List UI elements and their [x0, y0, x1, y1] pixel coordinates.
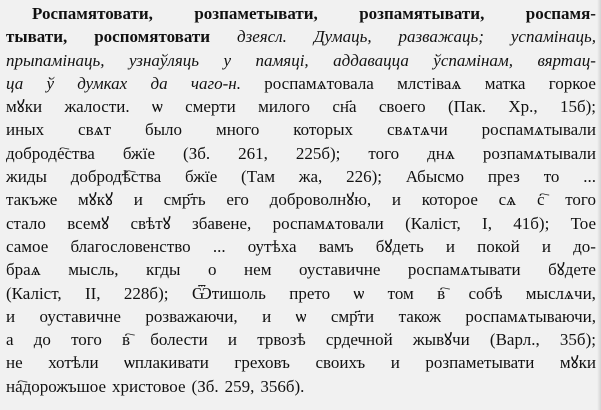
citation-token: 226);	[346, 167, 382, 187]
citation-token: мысль,	[68, 260, 119, 280]
definition-token: ў	[46, 73, 55, 93]
headword-token: роспамя-	[525, 4, 596, 23]
citation-token: добродѣ҇ства	[70, 167, 162, 187]
citation-token: и	[227, 330, 237, 350]
definition-token: ца	[6, 73, 24, 93]
citation-token: христовое	[112, 376, 186, 396]
headword-token: тывати,	[6, 27, 68, 47]
citation-token: его	[226, 190, 249, 210]
citation-token: 225б);	[295, 143, 341, 163]
entry-line	[6, 235, 596, 258]
citation-token: и	[541, 236, 551, 256]
citation-token: в҇	[437, 283, 446, 303]
citation-token: 228б);	[123, 283, 169, 303]
citation-token: ѡ	[151, 97, 163, 117]
citation-token: (Зб.	[191, 376, 219, 396]
entry-line	[6, 25, 596, 48]
citation-token: розважаючи,	[145, 306, 238, 326]
entry-line	[6, 375, 596, 398]
citation-token: свѣтꙋ	[130, 213, 171, 233]
citation-token: ѡплакивати	[124, 353, 209, 373]
citation-token: (Там	[241, 167, 275, 187]
entry-line	[6, 2, 596, 25]
citation-token: смр҃ть	[163, 190, 206, 210]
citation-token: своихъ	[315, 353, 366, 373]
citation-token: болести	[150, 330, 208, 350]
citation-token: свѧтѧчи	[386, 120, 448, 140]
definition-token: прыпамінаць,	[6, 50, 105, 70]
citation-token: того	[368, 143, 400, 163]
citation-token: ѡ	[353, 283, 365, 303]
entry-line	[6, 142, 596, 165]
citation-token: смр҃ти	[330, 306, 375, 326]
citation-token: (Варл.,	[489, 330, 540, 350]
citation-token: оутѣха	[247, 236, 297, 256]
headword-token: роспомятовати	[94, 27, 211, 47]
citation-token: І,	[482, 213, 492, 233]
citation-token: (Каліст,	[6, 283, 62, 303]
citation-token: собѣ	[468, 283, 503, 303]
citation-token: розпамѧтывали	[482, 143, 596, 163]
entry-line	[6, 258, 596, 281]
entry-line	[6, 118, 596, 141]
citation-token: горкое	[548, 73, 596, 93]
citation-token: Ѿтишоль	[191, 283, 266, 303]
citation-token: жалости.	[64, 97, 130, 117]
citation-token: жывꙋчи	[412, 330, 470, 350]
definition-token: успамінаць,	[510, 27, 596, 47]
citation-token: мꙋки	[559, 353, 596, 373]
citation-token: (Пак.	[447, 97, 486, 117]
entry-line	[6, 305, 596, 328]
citation-token: бꙋдеть	[375, 236, 424, 256]
citation-token: всемꙋ	[67, 213, 110, 233]
citation-token: а	[6, 330, 14, 350]
citation-token: которое	[421, 190, 478, 210]
citation-token: том	[387, 283, 414, 303]
citation-token: того	[565, 190, 596, 210]
citation-token: роспамѧтывати	[407, 260, 521, 280]
citation-token: стало	[6, 213, 46, 233]
citation-token: (Зб.	[183, 143, 211, 163]
citation-token: милого	[258, 97, 310, 117]
citation-token: матка	[484, 73, 526, 93]
definition-token: у	[223, 50, 231, 70]
citation-token: збавене,	[192, 213, 252, 233]
citation-token: иных	[6, 120, 45, 140]
citation-token: о	[208, 260, 217, 280]
citation-token: и	[262, 306, 272, 326]
citation-token: трвозѣ	[257, 330, 306, 350]
citation-token: Хр.,	[508, 97, 538, 117]
citation-token: смерти	[185, 97, 236, 117]
citation-token: оуставичне	[298, 260, 381, 280]
definition-token: памяці,	[255, 50, 309, 70]
citation-token: Абысмо	[405, 167, 465, 187]
citation-token: през	[487, 167, 520, 187]
citation-token: много	[215, 120, 260, 140]
citation-token: и	[133, 190, 143, 210]
citation-token: не	[6, 353, 23, 373]
citation-token: бжїе	[122, 143, 156, 163]
citation-token: кгды	[146, 260, 181, 280]
citation-token: на҇дорожъшое	[6, 376, 107, 396]
headword-token: Роспамятовати,	[32, 4, 153, 23]
entry-line	[6, 49, 596, 72]
citation-token: ...	[583, 167, 596, 187]
citation-token: роспамѧтовали	[272, 213, 384, 233]
entry-line	[6, 282, 596, 305]
citation-token: 41б);	[513, 213, 550, 233]
headword-token: розпамятывати,	[359, 4, 485, 23]
citation-token: сн҃а	[332, 97, 357, 117]
citation-token: розпаметывати	[425, 353, 535, 373]
citation-token: днѧ	[427, 143, 455, 163]
citation-token: вамъ	[318, 236, 354, 256]
definition-token: дзеясл.	[236, 27, 287, 47]
dictionary-entry	[6, 2, 596, 398]
definition-token: чаго-н.	[190, 73, 241, 93]
entry-line	[6, 95, 596, 118]
citation-token: то	[543, 167, 560, 187]
definition-token: Думаць,	[313, 27, 372, 47]
citation-token: (Каліст,	[405, 213, 461, 233]
citation-token: такъже	[6, 190, 58, 210]
citation-token: свѧт	[78, 120, 112, 140]
citation-token: самое	[6, 236, 49, 256]
citation-token: 35б);	[559, 330, 596, 350]
citation-token: покой	[477, 236, 520, 256]
entry-line	[6, 165, 596, 188]
citation-token: Тое	[570, 213, 596, 233]
citation-token: роспамѧтываючи,	[465, 306, 596, 326]
citation-token: оуставичне	[39, 306, 121, 326]
citation-token: в҇	[122, 330, 131, 350]
definition-token: узнаўляць	[128, 50, 199, 70]
citation-token: своего	[378, 97, 426, 117]
citation-token: бꙋдете	[548, 260, 596, 280]
citation-token: 259,	[224, 376, 255, 396]
entry-line	[6, 212, 596, 235]
citation-token: доброволнꙋю,	[269, 190, 372, 210]
headword-token: розпаметывати,	[194, 4, 318, 23]
entry-line	[6, 72, 596, 95]
citation-token: того	[71, 330, 102, 350]
citation-token: и	[445, 236, 455, 256]
citation-token: мыслѧчи,	[525, 283, 596, 303]
citation-token: сѧ	[498, 190, 517, 210]
citation-token: и	[391, 190, 402, 210]
entry-line	[6, 188, 596, 211]
citation-token: жиды	[6, 167, 47, 187]
definition-token: вяртац-	[537, 50, 596, 70]
definition-token: да	[150, 73, 168, 93]
citation-token: роспамѧтывали	[481, 120, 596, 140]
citation-token: до	[33, 330, 51, 350]
citation-token: доброде҇ства	[6, 143, 95, 163]
citation-token: и	[6, 306, 16, 326]
citation-token: 356б).	[260, 376, 305, 396]
citation-token: до-	[573, 236, 596, 256]
citation-token: ІІ,	[84, 283, 101, 303]
citation-token: было	[144, 120, 183, 140]
citation-token: нем	[244, 260, 272, 280]
definition-token: ўспамінам,	[433, 50, 513, 70]
citation-token: с҇	[536, 190, 545, 210]
citation-token: бжїе	[185, 167, 218, 187]
citation-token: також	[398, 306, 441, 326]
definition-token: думках	[77, 73, 128, 93]
citation-token: 261,	[238, 143, 268, 163]
citation-token: прето	[289, 283, 331, 303]
citation-token: жа,	[298, 167, 323, 187]
citation-token: млстіваѧ	[397, 73, 462, 93]
definition-token: разважаць;	[398, 27, 484, 47]
citation-token: которых	[293, 120, 354, 140]
citation-token: срдечной	[325, 330, 393, 350]
page-edge-shadow	[597, 0, 601, 410]
citation-token: мꙋкꙋ	[78, 190, 114, 210]
citation-token: благословенство	[70, 236, 191, 256]
citation-token: роспамѧтовала	[264, 73, 374, 93]
entry-line	[6, 351, 596, 374]
citation-token: 15б);	[559, 97, 596, 117]
citation-token: ѡ	[295, 306, 307, 326]
citation-token: греховъ	[234, 353, 290, 373]
citation-token: браѧ	[6, 260, 41, 280]
definition-token: аддавацца	[333, 50, 409, 70]
citation-token: хотѣли	[48, 353, 99, 373]
citation-token: мꙋки	[6, 97, 43, 117]
entry-line	[6, 328, 596, 351]
citation-token: и	[390, 353, 400, 373]
citation-token: ...	[212, 236, 226, 256]
